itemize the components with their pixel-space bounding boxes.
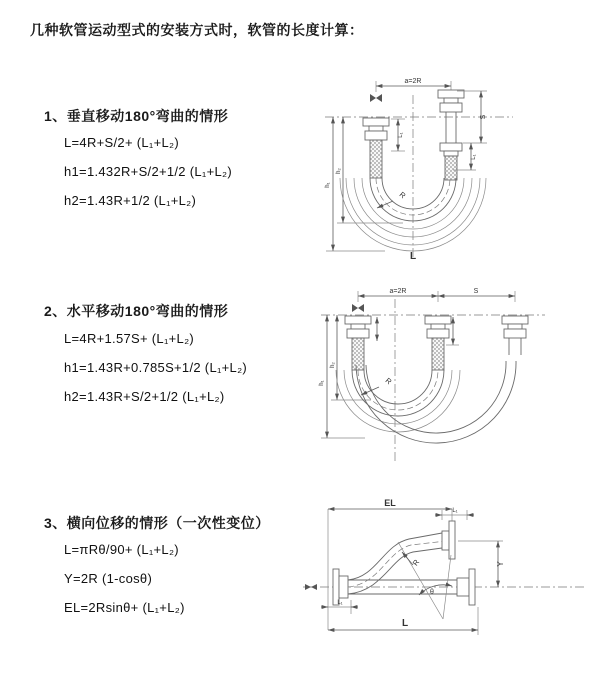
dimension-l1-top (435, 508, 474, 520)
dim-label-h1: h₁ (319, 380, 325, 386)
middle-hose-fitting (425, 316, 451, 370)
dimension-l (328, 607, 478, 635)
radius-label: R (410, 557, 422, 568)
dimension-h1-h2 (325, 117, 403, 251)
right-hose-fitting-two-positions (438, 90, 464, 180)
diagram-vertical-180-bend (313, 73, 533, 263)
diagram-horizontal-180-bend (313, 283, 553, 473)
angle-theta (398, 542, 452, 619)
dim-label-y: Y (496, 561, 505, 567)
radius-label: R (383, 375, 394, 387)
hose-displaced-position (348, 521, 455, 594)
valve-symbol-icon (370, 94, 382, 102)
section-3-heading: 3、横向位移的情形（一次性变位） (44, 515, 270, 531)
dim-label-s: S (473, 288, 479, 295)
hose-u-loop-shifted (356, 361, 516, 443)
page-title: 几种软管运动型式的安装方式时，软管的长度计算： (30, 22, 364, 38)
angle-label-theta: θ (430, 589, 434, 596)
formula-line: L=4R+S/2+ (L₁+L₂) (64, 135, 179, 150)
break-symbol-icon (305, 584, 317, 590)
dim-label-h2: h₂ (330, 362, 336, 368)
dimension-el (328, 498, 452, 630)
formula-line: L=4R+1.57S+ (L₁+L₂) (64, 331, 195, 346)
hose-u-loop-original (336, 370, 460, 432)
dim-label-a2r: a=2R (404, 78, 422, 85)
dimension-l1-left (391, 119, 405, 151)
dim-label-l1-left: L₁ (398, 132, 404, 138)
right-hose-fitting-moved (502, 316, 528, 355)
diagram-lateral-displacement (295, 495, 595, 653)
dim-label-h1: h₁ (325, 182, 331, 188)
radius-callout (361, 376, 394, 395)
formula-line: L=πRθ/90+ (L₁+L₂) (64, 542, 179, 557)
formula-line: h2=1.43R+S/2+1/2 (L₁+L₂) (64, 389, 225, 404)
formula-line: Y=2R (1-cosθ) (64, 571, 153, 586)
formula-line: h1=1.43R+0.785S+1/2 (L₁+L₂) (64, 360, 248, 375)
dim-label-l1-right: L₁ (471, 154, 477, 160)
radius-label: R (397, 189, 408, 201)
section-2-heading: 2、水平移动180°弯曲的情形 (44, 303, 229, 319)
dim-label-el: EL (384, 498, 396, 508)
valve-symbol-icon (352, 304, 364, 312)
dim-label-h2: h₂ (336, 168, 342, 174)
length-label-l: L (409, 251, 417, 262)
dim-label-l1-top: L₁ (452, 508, 458, 514)
left-hose-fitting (363, 118, 389, 178)
formula-line: h1=1.432R+S/2+1/2 (L₁+L₂) (64, 164, 232, 179)
dim-label-l: L (401, 618, 409, 629)
radius-callout (377, 190, 408, 208)
left-hose-fitting (345, 316, 371, 370)
dim-label-l1-bottom: L₁ (337, 600, 343, 606)
section-1-heading: 1、垂直移动180°弯曲的情形 (44, 108, 229, 124)
dimension-a-2r (352, 288, 515, 312)
formula-line: EL=2Rsinθ+ (L₁+L₂) (64, 600, 185, 615)
formula-line: h2=1.43R+1/2 (L₁+L₂) (64, 193, 197, 208)
dim-label-s: S (480, 114, 487, 120)
dimension-l1-bottom (321, 600, 358, 614)
dim-label-a2r: a=2R (389, 288, 407, 295)
